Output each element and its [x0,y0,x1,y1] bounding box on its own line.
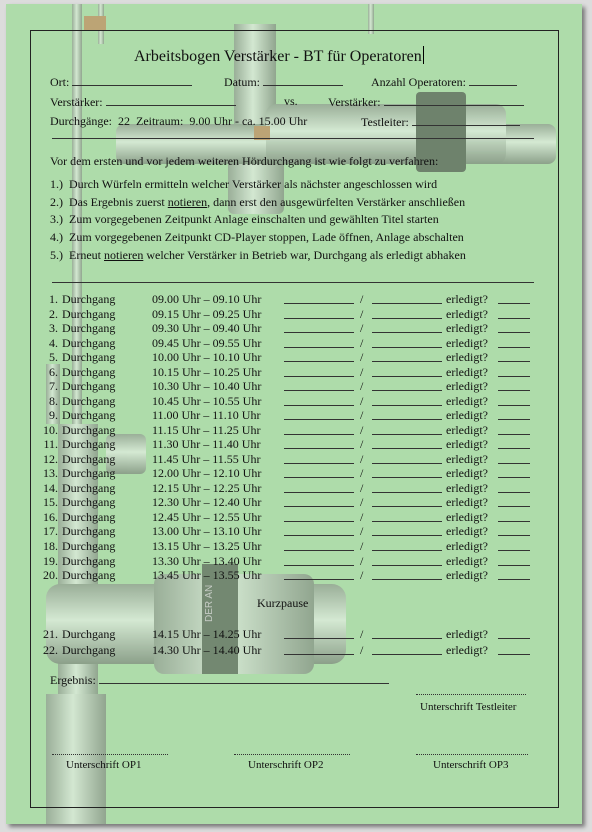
run-number: 8. [49,393,58,408]
run-number: 2. [49,306,58,321]
run-separator: / [360,539,364,553]
run-label: Durchgang [62,364,116,379]
run-done-checkbox[interactable] [498,643,530,655]
run-number: 11. [43,437,58,452]
run-label: Durchgang [62,553,116,568]
run-time: 12.45 Uhr – 12.55 Uhr [152,509,262,524]
vs-label: vs. [284,94,298,108]
anzahl-field-row [371,74,517,89]
run-separator: / [360,553,364,568]
run-amp-after-input[interactable] [372,643,442,655]
run-done-label: erledigt? [446,539,488,553]
step-text: Zum vorgegebenen Zeitpunkt CD-Player stoppen, Lade öffnen, Anlage abschalten [69,230,464,245]
page-title: Arbeitsbogen Verstärker - BT für Operatoren [134,48,422,65]
run-row [6,408,582,422]
run-amp-after-input[interactable] [372,365,442,377]
run-label: Durchgang [62,451,116,466]
run-label: Durchgang [62,495,116,510]
run-row [6,495,582,509]
testleiter-label: Testleiter: [361,115,409,129]
run-amp-before-input[interactable] [284,379,354,391]
run-time: 14.15 Uhr – 14.25 Uhr [152,627,262,641]
step-text: welcher Verstärker in Betrieb war, Durchgang als erledigt abhaken [143,247,466,262]
run-label: Durchgang [62,335,116,350]
run-row [6,539,582,553]
run-amp-before-input[interactable] [284,292,354,304]
run-amp-before-input[interactable] [284,307,354,319]
run-time: 13.15 Uhr – 13.25 Uhr [152,539,262,553]
run-label: Durchgang [62,422,116,437]
run-number: 12. [43,451,58,466]
run-separator: / [360,451,364,466]
run-time: 09.45 Uhr – 09.55 Uhr [152,335,262,350]
run-time: 09.30 Uhr – 09.40 Uhr [152,321,262,336]
run-row [6,643,582,657]
run-time: 11.45 Uhr – 11.55 Uhr [152,451,261,466]
run-amp-after-input[interactable] [372,452,442,464]
step-number: 5.) [50,247,63,262]
run-done-label: erledigt? [446,553,488,568]
run-amp-before-input[interactable] [284,365,354,377]
run-separator: / [360,627,364,641]
run-done-label: erledigt? [446,422,488,437]
run-done-checkbox[interactable] [498,627,530,639]
run-done-checkbox[interactable] [498,466,530,478]
run-row [6,627,582,641]
signature-line-op3[interactable] [416,754,528,755]
testleiter-input[interactable] [412,114,520,126]
run-amp-before-input[interactable] [284,643,354,655]
run-row [6,394,582,408]
run-row [6,379,582,393]
run-done-label: erledigt? [446,393,488,408]
step-text: Erneut [69,247,104,262]
run-amp-before-input[interactable] [284,423,354,435]
run-number: 21. [43,627,58,641]
run-done-label: erledigt? [446,350,488,365]
run-time: 10.00 Uhr – 10.10 Uhr [152,350,262,365]
run-separator: / [360,568,364,583]
run-time: 11.30 Uhr – 11.40 Uhr [152,437,261,452]
divider-top [52,138,534,139]
signature-line-testleiter[interactable] [416,694,526,695]
run-separator: / [360,509,364,524]
run-done-label: erledigt? [446,627,488,641]
divider-middle [52,282,534,283]
instruction-step [50,177,437,191]
run-time: 10.15 Uhr – 10.25 Uhr [152,364,262,379]
step-text: Zum vorgegebenen Zeitpunkt Anlage einschalten und gewählten Titel starten [69,212,439,227]
run-amp-after-input[interactable] [372,336,442,348]
instruction-step [50,248,466,262]
step-text: Durch Würfeln ermitteln welcher Verstärker als nächster angeschlossen wird [69,177,438,191]
run-amp-after-input[interactable] [372,627,442,639]
run-amp-after-input[interactable] [372,350,442,362]
step-number: 4.) [50,230,63,245]
run-done-label: erledigt? [446,466,488,481]
verstaerker-a-input[interactable] [106,94,236,106]
run-done-checkbox[interactable] [498,321,530,333]
worksheet-page [6,4,582,824]
run-amp-after-input[interactable] [372,292,442,304]
run-done-label: erledigt? [446,364,488,379]
run-amp-before-input[interactable] [284,627,354,639]
run-label: Durchgang [62,568,116,583]
run-amp-before-input[interactable] [284,510,354,522]
run-done-label: erledigt? [446,509,488,524]
run-amp-before-input[interactable] [284,495,354,507]
text-cursor [423,46,424,64]
run-amp-after-input[interactable] [372,307,442,319]
testleiter-field-row [361,114,520,129]
ergebnis-input[interactable] [99,672,389,684]
instructions-intro: Vor dem ersten und vor jedem weiteren Hördurchgang ist wie folgt zu verfahren: [50,154,439,168]
run-amp-after-input[interactable] [372,539,442,551]
run-done-checkbox[interactable] [498,379,530,391]
run-done-label: erledigt? [446,642,488,657]
run-separator: / [360,393,364,408]
run-amp-before-input[interactable] [284,437,354,449]
run-label: Durchgang [62,350,116,365]
run-amp-before-input[interactable] [284,394,354,406]
run-number: 5. [49,350,58,365]
watermark-text: DER AN [204,584,215,622]
run-amp-before-input[interactable] [284,554,354,566]
run-amp-before-input[interactable] [284,539,354,551]
ort-field-row [50,74,192,89]
anzahl-operatoren-input[interactable] [469,74,517,86]
run-done-checkbox[interactable] [498,350,530,362]
step-number: 2.) [50,194,63,209]
run-amp-after-input[interactable] [372,394,442,406]
run-amp-after-input[interactable] [372,510,442,522]
step-text-underlined: notieren [167,194,208,209]
step-text: , dann erst den ausgewürfelten Verstärker anschließen [207,194,466,209]
run-amp-before-input[interactable] [284,481,354,493]
run-label: Durchgang [62,480,116,495]
run-separator: / [360,466,364,481]
run-time: 11.15 Uhr – 11.25 Uhr [152,422,261,437]
run-done-checkbox[interactable] [498,307,530,319]
run-separator: / [360,422,364,437]
run-done-label: erledigt? [446,306,488,321]
run-done-checkbox[interactable] [498,437,530,449]
run-row [6,524,582,538]
run-amp-after-input[interactable] [372,481,442,493]
run-time: 12.00 Uhr – 12.10 Uhr [152,466,262,481]
run-done-label: erledigt? [446,437,488,452]
run-done-label: erledigt? [446,524,488,539]
run-amp-before-input[interactable] [284,350,354,362]
run-time: 11.00 Uhr – 11.10 Uhr [152,408,261,423]
run-done-label: erledigt? [446,292,488,306]
run-separator: / [360,335,364,350]
run-row [6,321,582,335]
run-number: 9. [49,408,58,423]
run-amp-after-input[interactable] [372,554,442,566]
run-time: 12.15 Uhr – 12.25 Uhr [152,480,262,495]
run-amp-after-input[interactable] [372,524,442,536]
run-row [6,452,582,466]
ergebnis-label: Ergebnis: [50,673,96,687]
run-done-checkbox[interactable] [498,423,530,435]
run-row [6,423,582,437]
signature-line-op1[interactable] [52,754,168,755]
run-amp-before-input[interactable] [284,524,354,536]
verstaerker-label: Verstärker: [50,95,103,109]
run-row [6,350,582,364]
run-done-checkbox[interactable] [498,524,530,536]
run-row [6,292,582,306]
ergebnis-row [50,672,389,687]
kurzpause-label: Kurzpause [257,596,309,610]
run-amp-after-input[interactable] [372,568,442,580]
run-number: 22. [43,642,58,657]
run-time: 13.30 Uhr – 13.40 Uhr [152,553,262,568]
datum-field-row [224,74,343,89]
run-row [6,365,582,379]
verstaerker2-field-row [328,94,524,109]
signature-label-op2: Unterschrift OP2 [248,759,324,771]
run-time: 10.30 Uhr – 10.40 Uhr [152,379,262,394]
run-label: Durchgang [62,466,116,481]
run-time: 13.00 Uhr – 13.10 Uhr [152,524,262,539]
durchgaenge-label: Durchgänge: [50,114,112,128]
zeitraum-label: Zeitraum: [135,114,184,128]
run-label: Durchgang [62,321,116,336]
instruction-step [50,195,465,209]
run-done-checkbox[interactable] [498,554,530,566]
run-separator: / [360,408,364,423]
run-row [6,481,582,495]
step-text: Das Ergebnis zuerst [69,194,168,209]
instruction-step [50,230,464,244]
run-separator: / [360,524,364,539]
run-label: Durchgang [62,539,116,553]
run-label: Durchgang [62,437,116,452]
run-row [6,336,582,350]
run-amp-before-input[interactable] [284,321,354,333]
run-label: Durchgang [62,379,116,394]
run-done-label: erledigt? [446,568,488,583]
run-done-label: erledigt? [446,480,488,495]
run-separator: / [360,480,364,495]
ort-label: Ort: [50,75,70,89]
run-amp-after-input[interactable] [372,321,442,333]
run-label: Durchgang [62,509,116,524]
run-done-label: erledigt? [446,408,488,423]
instruction-step [50,212,439,226]
run-done-checkbox[interactable] [498,481,530,493]
run-done-label: erledigt? [446,379,488,394]
verstaerker2-label: Verstärker: [328,95,381,109]
run-row [6,437,582,451]
run-done-checkbox[interactable] [498,510,530,522]
run-amp-before-input[interactable] [284,408,354,420]
durchgaenge-row [50,114,307,128]
run-time: 10.45 Uhr – 10.55 Uhr [152,393,262,408]
run-amp-before-input[interactable] [284,452,354,464]
verstaerker-b-input[interactable] [384,94,524,106]
run-time: 14.30 Uhr – 14.40 Uhr [152,642,262,657]
anzahl-operatoren-label: Anzahl Operatoren: [371,75,466,89]
run-label: Durchgang [62,292,116,306]
run-done-checkbox[interactable] [498,292,530,304]
run-separator: / [360,364,364,379]
run-amp-after-input[interactable] [372,379,442,391]
run-number: 10. [43,422,58,437]
run-separator: / [360,306,364,321]
run-amp-before-input[interactable] [284,336,354,348]
run-done-label: erledigt? [446,451,488,466]
verstaerker-field-row [50,94,236,109]
run-done-label: erledigt? [446,321,488,336]
run-number: 6. [49,364,58,379]
run-label: Durchgang [62,306,116,321]
run-done-checkbox[interactable] [498,365,530,377]
step-text-underlined: notieren [104,247,144,262]
signature-label-testleiter: Unterschrift Testleiter [420,701,517,713]
run-done-checkbox[interactable] [498,568,530,580]
run-number: 7. [49,379,58,394]
run-label: Durchgang [62,642,116,657]
run-number: 17. [43,524,58,539]
ort-input[interactable] [72,74,192,86]
step-number: 3.) [50,212,63,227]
run-separator: / [360,350,364,365]
step-number: 1.) [50,177,63,191]
run-separator: / [360,379,364,394]
datum-label: Datum: [224,75,260,89]
run-number: 18. [43,539,58,553]
signature-label-op1: Unterschrift OP1 [66,759,142,771]
run-label: Durchgang [62,524,116,539]
run-row [6,554,582,568]
run-amp-before-input[interactable] [284,466,354,478]
run-separator: / [360,437,364,452]
run-amp-before-input[interactable] [284,568,354,580]
run-amp-after-input[interactable] [372,466,442,478]
run-separator: / [360,292,364,306]
run-label: Durchgang [62,627,116,641]
zeitraum-value: 9.00 Uhr - ca. 15.00 Uhr [189,114,308,128]
run-row [6,568,582,582]
run-time: 13.45 Uhr – 13.55 Uhr [152,568,262,583]
run-label: Durchgang [62,408,116,423]
datum-input[interactable] [263,74,343,86]
run-number: 3. [49,321,58,336]
run-done-checkbox[interactable] [498,336,530,348]
run-label: Durchgang [62,393,116,408]
run-number: 14. [43,480,58,495]
run-done-checkbox[interactable] [498,539,530,551]
run-number: 16. [43,509,58,524]
run-amp-after-input[interactable] [372,495,442,507]
signature-line-op2[interactable] [234,754,350,755]
run-time: 09.15 Uhr – 09.25 Uhr [152,306,262,321]
run-done-checkbox[interactable] [498,408,530,420]
run-row [6,510,582,524]
run-row [6,466,582,480]
run-amp-after-input[interactable] [372,408,442,420]
run-separator: / [360,642,364,657]
run-done-label: erledigt? [446,495,488,510]
run-done-checkbox[interactable] [498,452,530,464]
run-separator: / [360,321,364,336]
run-done-label: erledigt? [446,335,488,350]
durchgaenge-value: 22 [117,114,130,128]
run-done-checkbox[interactable] [498,495,530,507]
run-number: 13. [43,466,58,481]
run-number: 4. [49,335,58,350]
run-number: 15. [43,495,58,510]
run-number: 20. [43,568,58,583]
run-amp-after-input[interactable] [372,437,442,449]
run-done-checkbox[interactable] [498,394,530,406]
run-row [6,307,582,321]
run-time: 12.30 Uhr – 12.40 Uhr [152,495,262,510]
run-time: 09.00 Uhr – 09.10 Uhr [152,292,262,306]
run-amp-after-input[interactable] [372,423,442,435]
run-number: 1. [49,292,58,306]
signature-label-op3: Unterschrift OP3 [433,759,509,771]
run-number: 19. [43,553,58,568]
run-separator: / [360,495,364,510]
